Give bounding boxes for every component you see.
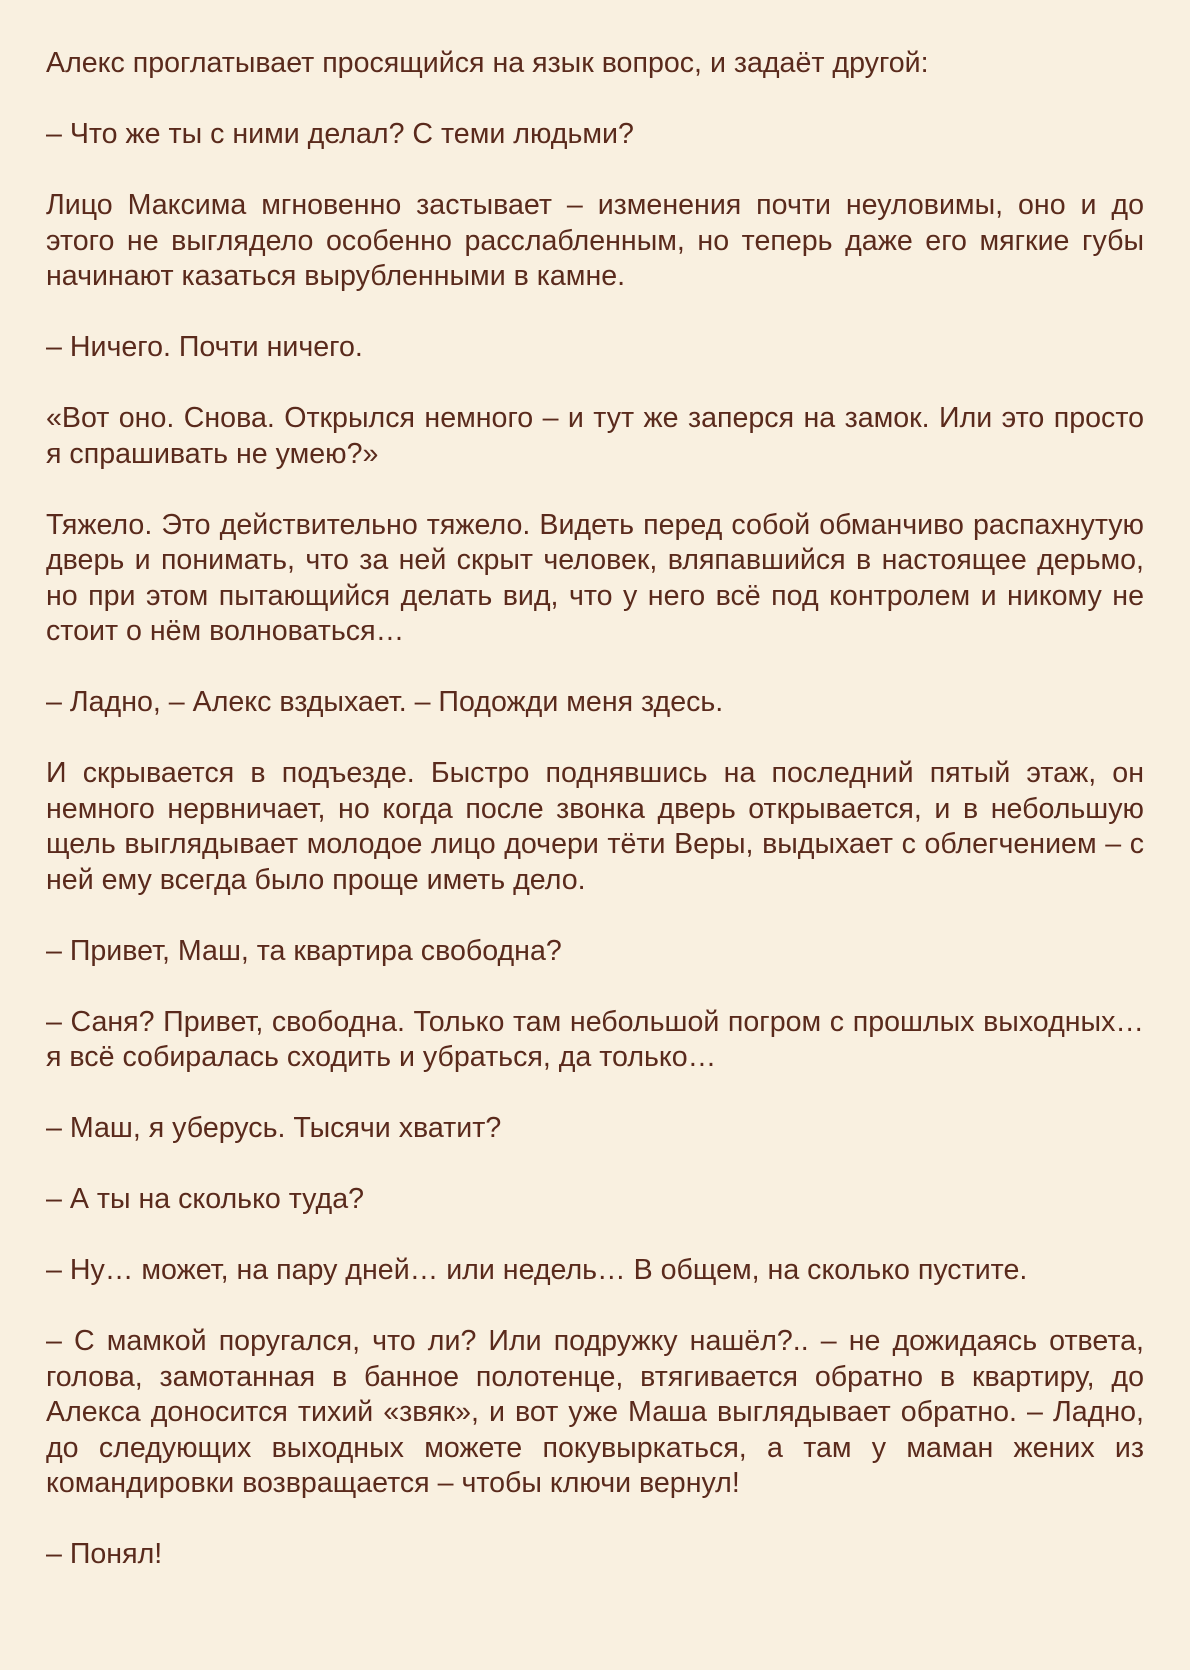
paragraph: – Саня? Привет, свободна. Только там небольшой погром с прошлых выходных… я всё собиралась сходить и убраться, да только… [46, 1005, 1144, 1073]
paragraph: – С мамкой поругался, что ли? Или подружку нашёл?.. – не дожидаясь ответа, голова, замотанная в банное полотенце, втягивается обратно в квартиру, до Алекса доносится тихий «звяк», и вот уже Маша выглядывает обратно. – Ладно, до следующих выходных можете покувыркаться, а там у маман жених из командировки возвращается – чтобы ключи вернул! [46, 1325, 1144, 1499]
paragraph: Тяжело. Это действительно тяжело. Видеть перед собой обманчиво распахнутую дверь и понимать, что за ней скрыт человек, вляпавшийся в настоящее дерьмо, но при этом пытающийся делать вид, что у него всё под контролем и никому не стоит о нём волноваться… [46, 508, 1144, 647]
paragraph: – Ну… может, на пару дней… или недель… В общем, на сколько пустите. [46, 1254, 1028, 1286]
paragraph: – Что же ты с ними делал? С теми людьми? [46, 118, 634, 150]
paragraph: И скрывается в подъезде. Быстро поднявшись на последний пятый этаж, он немного нервничает, но когда после звонка дверь открывается, и в небольшую щель выглядывает молодое лицо дочери тёти Веры, выдыхает с облегчением – с ней ему всегда было проще иметь дело. [46, 757, 1144, 896]
paragraph: – Ладно, – Алекс вздыхает. – Подожди меня здесь. [46, 686, 724, 718]
paragraph: – Понял! [46, 1538, 163, 1570]
paragraph: – Ничего. Почти ничего. [46, 331, 363, 363]
paragraph: – Привет, Маш, та квартира свободна? [46, 934, 562, 967]
paragraph: Алекс проглатывает просящийся на язык вопрос, и задаёт другой: [46, 47, 929, 79]
paragraph: – А ты на сколько туда? [46, 1183, 365, 1215]
paragraph: Лицо Максима мгновенно застывает – изменения почти неуловимы, оно и до этого не выглядело особенно расслабленным, но теперь даже его мягкие губы начинают казаться вырубленными в камне. [46, 189, 1144, 292]
paragraph: – Маш, я уберусь. Тысячи хватит? [46, 1112, 502, 1144]
paragraph: «Вот оно. Снова. Открылся немного – и тут же заперся на замок. Или это просто я спрашивать не умею?» [46, 402, 1144, 470]
